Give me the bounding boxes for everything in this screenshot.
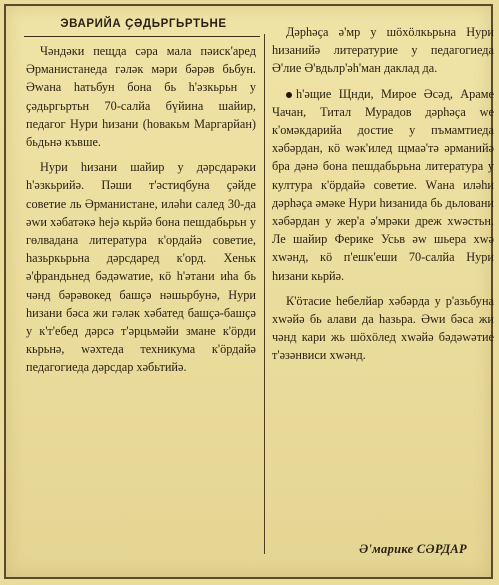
paragraph-text: һ'әщие Щнди, Мирое Әсәд, Араме Чачан, Титал Мурадов дәрһәҫа wе к'омәкдарийа достие у пъмамтиеда хәбәрдан, кӧ wәк'илед щмаә'тә әрманийә бра дәнә бона пешдабьрьна литература у култура к'ӧрдайә советие. Wана иләһи дәрһәҫа әмәке Нури һизанида бь дьловани хәбәрдан у жер'а ә'мрәки дреж хwәстьн. Ле шайир Ферике Усьв әw шьера хwә хwәнд, кӧ п'ешк'еши 70-салйа Нури һизани кьрйә. — [272, 86, 494, 283]
author-signature: Ә'марике СӘРДАР — [359, 542, 467, 556]
newspaper-clipping — [4, 4, 493, 579]
right-column — [272, 23, 494, 365]
paragraph: К'ӧтасие һебелйар хәбәрда у р'азьбуна хwәйә бь алави да һазьра. Әwи бәса жи чәнд кари жь шӧхӧлед хwәйә бәдәwәтие т'әзәнвиси хwәнд. — [272, 293, 494, 363]
article-headline: ЭВАРИЙА ҪӘДЬРГЬРТЬНЕ — [60, 18, 227, 30]
paragraph: Нури һизани шайир у дәрсдарәки һ'әзкьрийә. Пәши т'әстиqбуна ҫәйде советие ль Әрманистане, иләһи салед 30-да әwи хәбатәкә һеjә кьрйә бона пешдабьрьн у гөлвадана литература к'ордайә советие, һазьркьрьна дәрсдаред к'орд. Хеньк ә'франдьнед бәдәwатие, кӧ һ'әтани иһа бь чәнд бәрәвокед башҫә нәшьрбунә, Нури һизани бәса жи гәләк хәбатед башҫә-башҫә у к'т'ебед дәрсә т'әрцьмәйи змане к'ӧрди кьрьнә, wәхтеда техникума к'ӧрдайә педагогиеда дәрсдар хәбьтийә. — [26, 160, 256, 375]
left-column — [26, 42, 256, 377]
headline-rule — [24, 36, 260, 37]
paragraph-with-bullet — [272, 85, 494, 285]
paragraph: Чәндәки пещда сәра мала пәиск'аред Әрманистанеда гәләк мәри бәрәв бьбун. Әwана һатьбун бона бь һ'әзкьрьн у ҫәдьргьртьн 70-салйа бүйина шайир, педагог Нури һизани (һовакьм Маргарйан) бьдьнә къвше. — [26, 44, 256, 150]
bullet-dot-icon — [286, 92, 292, 98]
paragraph: Дәрһәҫа ә'мр у шӧхӧлкьрьна Нури һизанийә литературие у педагогиеда Ә'лие Ә'вдьлр'әһ'ман даклад да. — [272, 25, 494, 76]
column-divider — [264, 34, 265, 554]
